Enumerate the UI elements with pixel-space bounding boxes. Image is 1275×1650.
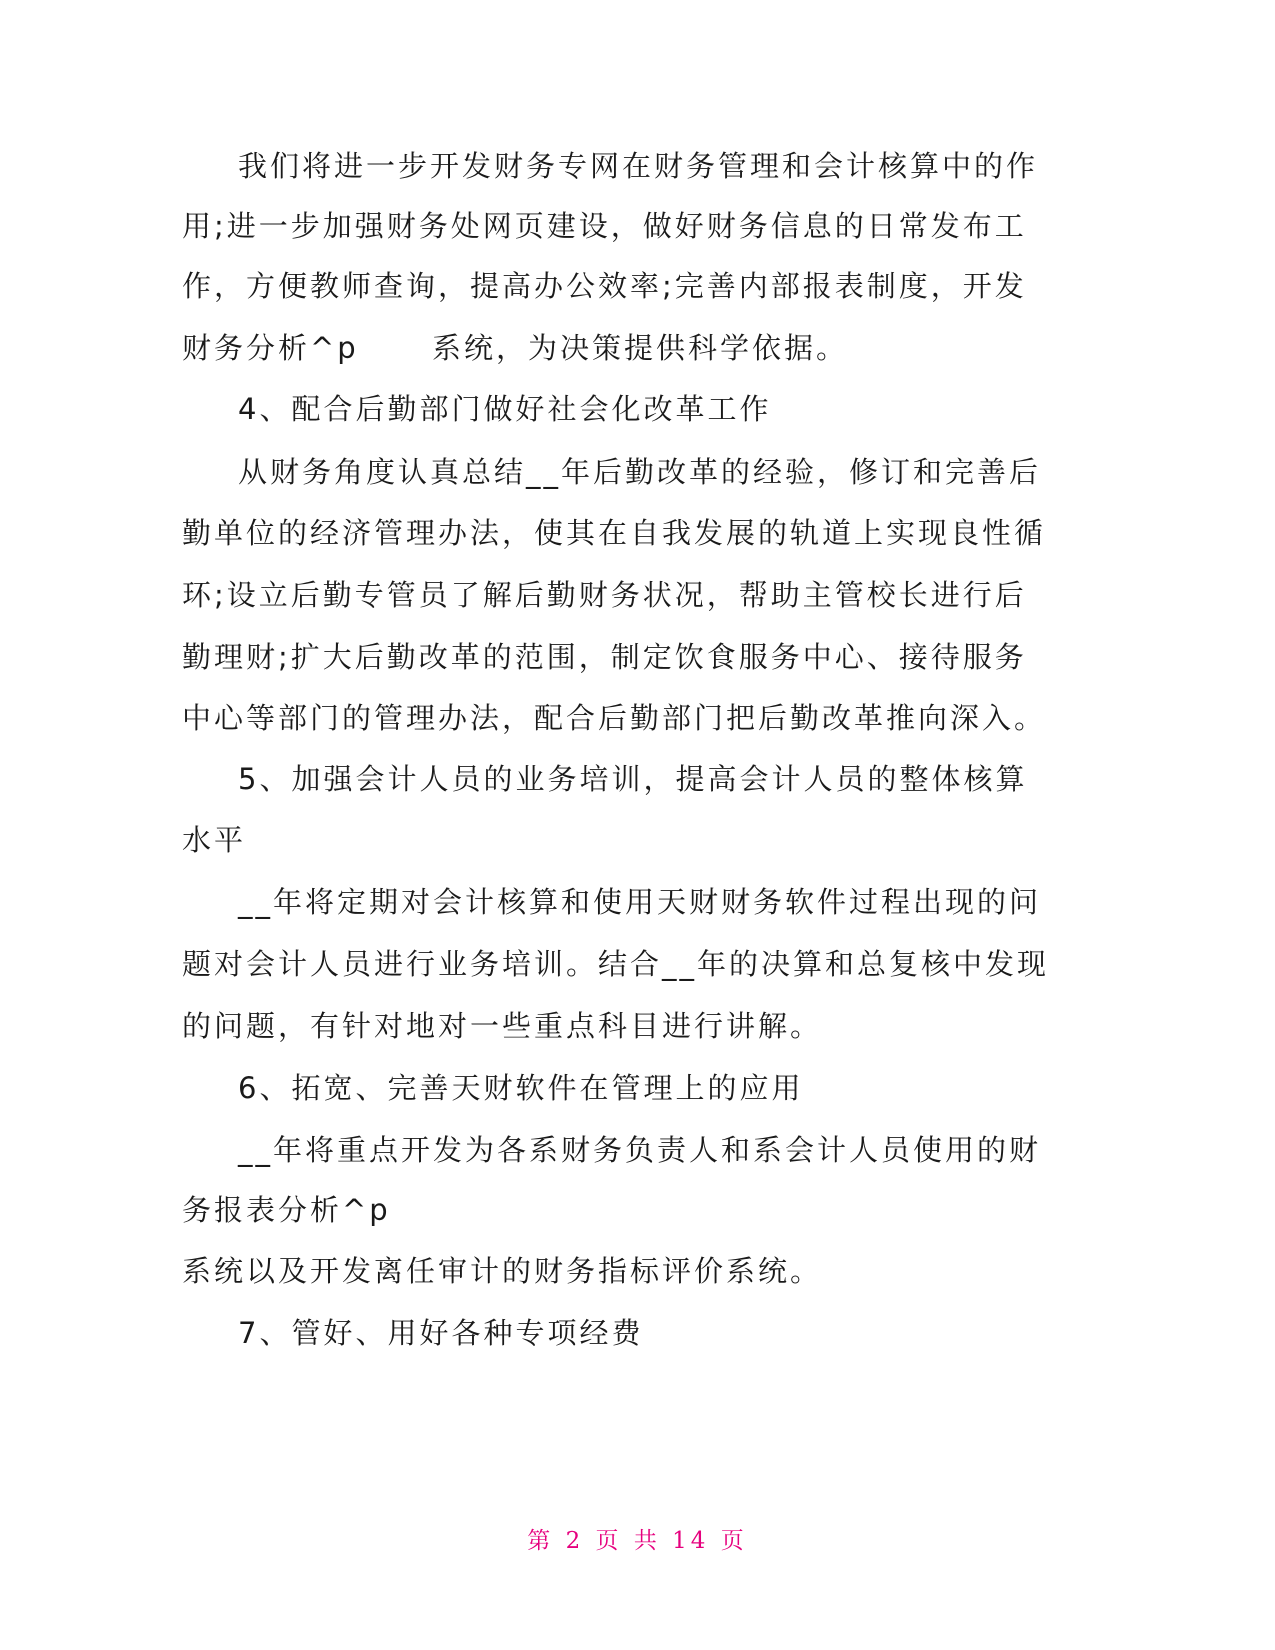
section-heading-continuation: 水平 (182, 823, 247, 857)
paragraph-line: 务报表分析^p (182, 1193, 391, 1227)
paragraph-line: 勤理财;扩大后勤改革的范围，制定饮食服务中心、接待服务 (182, 640, 1027, 674)
section-heading: 7、管好、用好各种专项经费 (238, 1316, 644, 1350)
paragraph-line: 我们将进一步开发财务专网在财务管理和会计核算中的作 (238, 149, 1039, 183)
paragraph-line: 从财务角度认真总结__年后勤改革的经验，修订和完善后 (238, 455, 1042, 489)
paragraph-line: __年将定期对会计核算和使用天财财务软件过程出现的问 (238, 885, 1042, 919)
paragraph-line: 的问题，有针对地对一些重点科目进行讲解。 (182, 1009, 823, 1043)
paragraph-line: 作，方便教师查询，提高办公效率;完善内部报表制度，开发 (182, 269, 1027, 303)
section-heading: 4、配合后勤部门做好社会化改革工作 (238, 392, 772, 426)
paragraph-line: 中心等部门的管理办法，配合后勤部门把后勤改革推向深入。 (182, 701, 1047, 735)
paragraph-line: 题对会计人员进行业务培训。结合__年的决算和总复核中发现 (182, 947, 1050, 981)
paragraph-line: __年将重点开发为各系财务负责人和系会计人员使用的财 (238, 1133, 1042, 1167)
paragraph-line: 用;进一步加强财务处网页建设，做好财务信息的日常发布工 (182, 209, 1027, 243)
page-number-footer: 第 2 页 共 14 页 (527, 1528, 748, 1554)
section-heading: 6、拓宽、完善天财软件在管理上的应用 (238, 1071, 804, 1105)
paragraph-line: 系统以及开发离任审计的财务指标评价系统。 (182, 1254, 823, 1288)
section-heading: 5、加强会计人员的业务培训，提高会计人员的整体核算 (238, 762, 1028, 796)
paragraph-line: 勤单位的经济管理办法，使其在自我发展的轨道上实现良性循 (182, 516, 1047, 550)
paragraph-line: 环;设立后勤专管员了解后勤财务状况，帮助主管校长进行后 (182, 578, 1027, 612)
paragraph-line: 财务分析^p 系统，为决策提供科学依据。 (182, 331, 849, 365)
